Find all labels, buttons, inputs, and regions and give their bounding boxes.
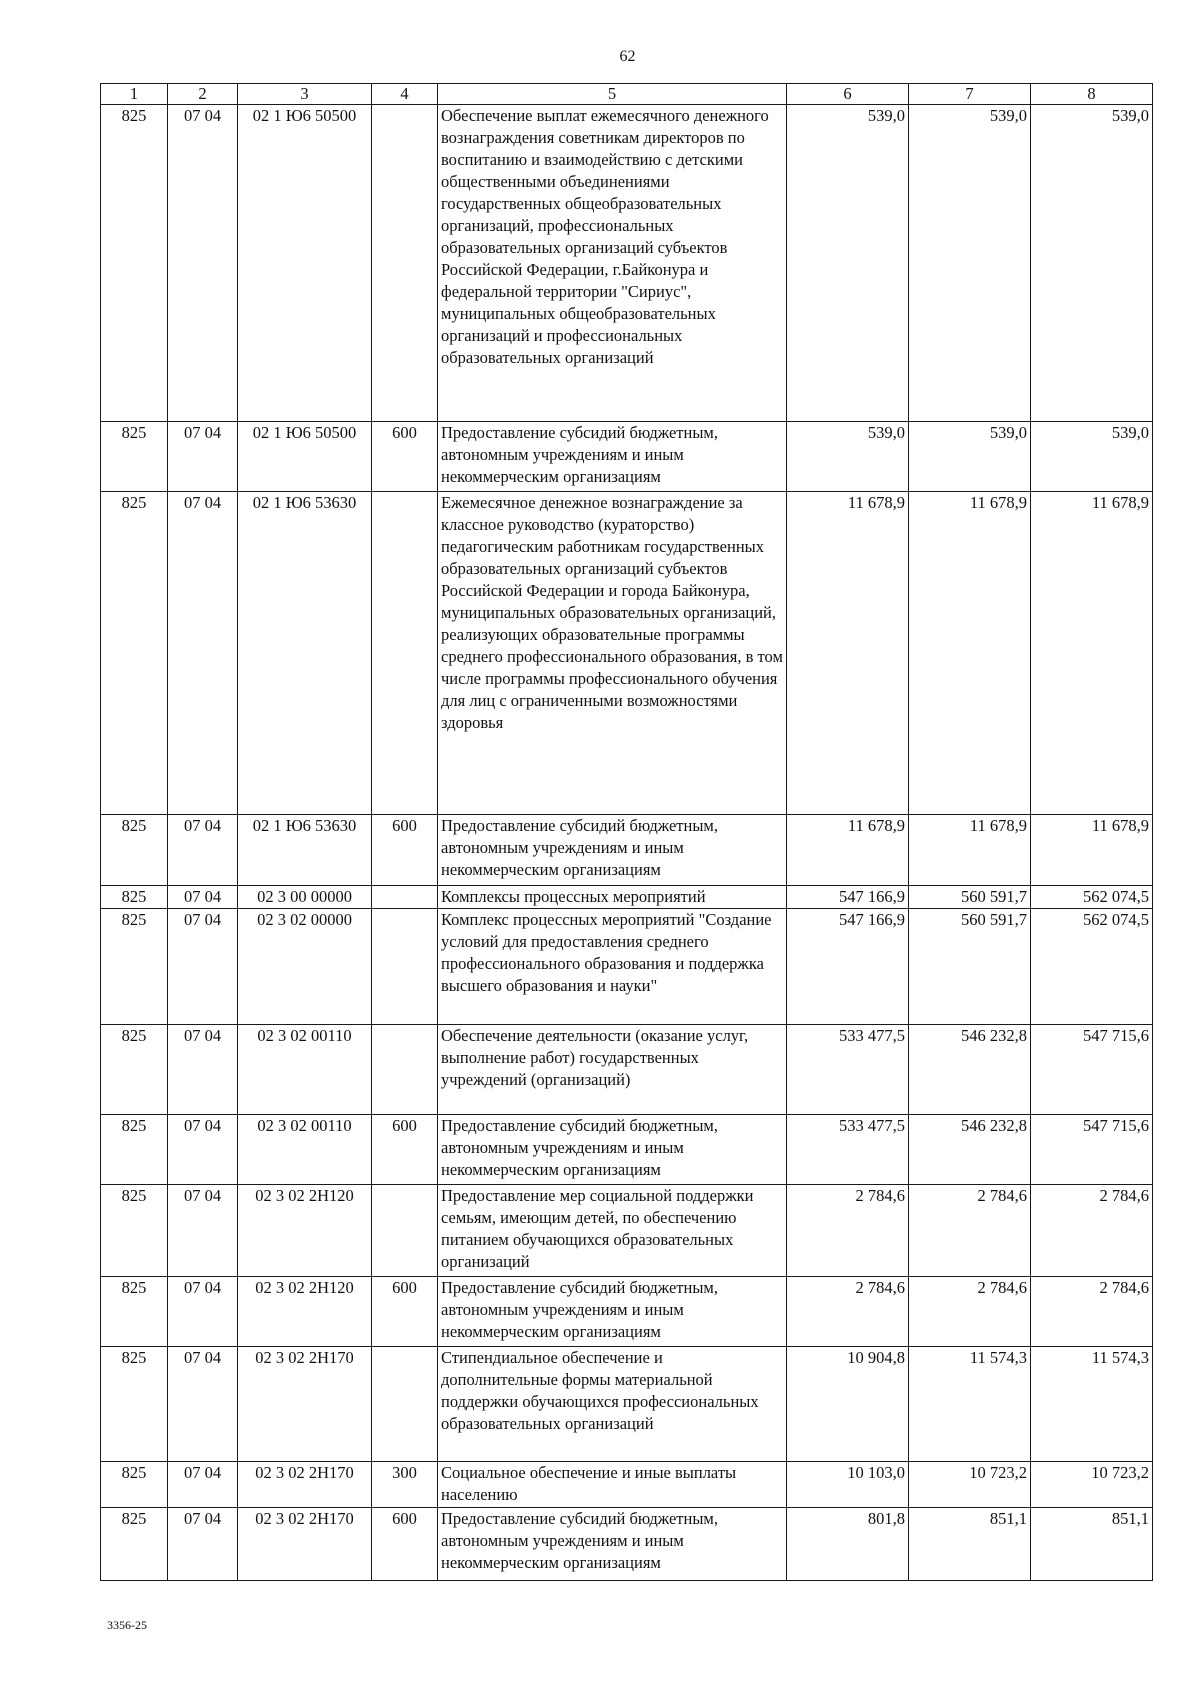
column-header: 5 (438, 84, 787, 105)
cell-amount-col6: 2 784,6 (787, 1277, 909, 1347)
cell-amount-col6: 533 477,5 (787, 1115, 909, 1185)
cell-description: Обеспечение деятельности (оказание услуг, выполнение работ) государственных учреждений (организаций) (438, 1025, 787, 1115)
cell-description: Обеспечение выплат ежемесячного денежного вознаграждения советникам директоров по воспитанию и взаимодействию с детскими общественными объединениями государственных общеобразовательных организаций, профессиональных образовательных организаций субъектов Российской Федерации, г.Байконура и федеральной территории "Сириус", муниципальных общеобразовательных организаций и профессиональных образовательных организаций (438, 105, 787, 422)
cell-description: Предоставление субсидий бюджетным, автономным учреждениям и иным некоммерческим организациям (438, 422, 787, 492)
cell-amount-col8: 851,1 (1031, 1508, 1153, 1581)
cell-expense-type: 600 (372, 1115, 438, 1185)
cell-amount-col8: 547 715,6 (1031, 1115, 1153, 1185)
cell-amount-col8: 539,0 (1031, 422, 1153, 492)
table-row (101, 815, 1153, 886)
cell-admin-code: 825 (101, 1277, 168, 1347)
cell-amount-col8: 11 678,9 (1031, 492, 1153, 815)
table-row (101, 1347, 1153, 1462)
column-header: 3 (238, 84, 372, 105)
cell-amount-col6: 10 904,8 (787, 1347, 909, 1462)
cell-amount-col6: 547 166,9 (787, 886, 909, 909)
cell-amount-col6: 539,0 (787, 422, 909, 492)
cell-section-code: 07 04 (168, 1277, 238, 1347)
column-header: 2 (168, 84, 238, 105)
cell-admin-code: 825 (101, 1115, 168, 1185)
cell-description: Предоставление мер социальной поддержки семьям, имеющим детей, по обеспечению питанием обучающихся образовательных организаций (438, 1185, 787, 1277)
cell-expense-type (372, 492, 438, 815)
cell-section-code: 07 04 (168, 1508, 238, 1581)
table-row (101, 1462, 1153, 1508)
cell-amount-col7: 851,1 (909, 1508, 1031, 1581)
cell-admin-code: 825 (101, 105, 168, 422)
column-header: 4 (372, 84, 438, 105)
cell-amount-col6: 801,8 (787, 1508, 909, 1581)
cell-admin-code: 825 (101, 1508, 168, 1581)
cell-admin-code: 825 (101, 886, 168, 909)
cell-section-code: 07 04 (168, 886, 238, 909)
cell-section-code: 07 04 (168, 492, 238, 815)
cell-description: Комплексы процессных мероприятий (438, 886, 787, 909)
page-number: 62 (619, 48, 636, 65)
cell-amount-col7: 539,0 (909, 105, 1031, 422)
cell-amount-col8: 562 074,5 (1031, 886, 1153, 909)
cell-admin-code: 825 (101, 1025, 168, 1115)
cell-admin-code: 825 (101, 492, 168, 815)
table-header-row (101, 84, 1153, 105)
cell-amount-col7: 560 591,7 (909, 886, 1031, 909)
cell-description: Предоставление субсидий бюджетным, автономным учреждениям и иным некоммерческим организациям (438, 1115, 787, 1185)
cell-admin-code: 825 (101, 422, 168, 492)
cell-amount-col7: 10 723,2 (909, 1462, 1031, 1508)
cell-target-code: 02 3 02 00000 (238, 909, 372, 1025)
table-row (101, 1185, 1153, 1277)
cell-section-code: 07 04 (168, 909, 238, 1025)
cell-amount-col6: 2 784,6 (787, 1185, 909, 1277)
cell-amount-col6: 533 477,5 (787, 1025, 909, 1115)
cell-expense-type (372, 886, 438, 909)
cell-description: Комплекс процессных мероприятий "Создание условий для предоставления среднего профессионального образования и поддержка высшего образования и науки" (438, 909, 787, 1025)
cell-amount-col8: 562 074,5 (1031, 909, 1153, 1025)
cell-target-code: 02 3 00 00000 (238, 886, 372, 909)
cell-target-code: 02 3 02 2Н170 (238, 1508, 372, 1581)
cell-admin-code: 825 (101, 909, 168, 1025)
cell-description: Предоставление субсидий бюджетным, автономным учреждениям и иным некоммерческим организациям (438, 1277, 787, 1347)
document-code: 3356-25 (107, 1618, 147, 1632)
cell-amount-col7: 2 784,6 (909, 1185, 1031, 1277)
cell-expense-type (372, 1185, 438, 1277)
column-header: 7 (909, 84, 1031, 105)
cell-section-code: 07 04 (168, 1025, 238, 1115)
cell-admin-code: 825 (101, 815, 168, 886)
cell-target-code: 02 1 Ю6 50500 (238, 105, 372, 422)
cell-description: Ежемесячное денежное вознаграждение за классное руководство (кураторство) педагогическим работникам государственных образовательных организаций субъектов Российской Федерации и города Байконура, муниципальных образовательных организаций, реализующих образовательные программы среднего профессионального образования, в том числе программы профессионального обучения для лиц с ограниченными возможностями здоровья (438, 492, 787, 815)
cell-amount-col6: 11 678,9 (787, 492, 909, 815)
cell-amount-col8: 11 678,9 (1031, 815, 1153, 886)
cell-section-code: 07 04 (168, 422, 238, 492)
cell-amount-col7: 2 784,6 (909, 1277, 1031, 1347)
cell-amount-col7: 560 591,7 (909, 909, 1031, 1025)
cell-amount-col7: 546 232,8 (909, 1025, 1031, 1115)
cell-target-code: 02 1 Ю6 53630 (238, 815, 372, 886)
cell-description: Предоставление субсидий бюджетным, автономным учреждениям и иным некоммерческим организациям (438, 815, 787, 886)
cell-amount-col7: 546 232,8 (909, 1115, 1031, 1185)
cell-admin-code: 825 (101, 1462, 168, 1508)
cell-amount-col6: 547 166,9 (787, 909, 909, 1025)
cell-section-code: 07 04 (168, 1347, 238, 1462)
cell-section-code: 07 04 (168, 1185, 238, 1277)
table-row (101, 1508, 1153, 1581)
cell-expense-type: 600 (372, 1277, 438, 1347)
cell-admin-code: 825 (101, 1185, 168, 1277)
table-row (101, 1277, 1153, 1347)
cell-section-code: 07 04 (168, 1462, 238, 1508)
cell-description: Предоставление субсидий бюджетным, автономным учреждениям и иным некоммерческим организациям (438, 1508, 787, 1581)
table-row (101, 492, 1153, 815)
cell-admin-code: 825 (101, 1347, 168, 1462)
cell-amount-col7: 11 678,9 (909, 492, 1031, 815)
table-row (101, 422, 1153, 492)
cell-description: Стипендиальное обеспечение и дополнительные формы материальной поддержки обучающихся профессиональных образовательных организаций (438, 1347, 787, 1462)
cell-target-code: 02 3 02 00110 (238, 1115, 372, 1185)
table-row (101, 886, 1153, 909)
table-row (101, 1115, 1153, 1185)
table-row (101, 1025, 1153, 1115)
cell-amount-col8: 539,0 (1031, 105, 1153, 422)
cell-expense-type: 600 (372, 1508, 438, 1581)
cell-target-code: 02 1 Ю6 50500 (238, 422, 372, 492)
cell-expense-type (372, 1347, 438, 1462)
cell-amount-col6: 539,0 (787, 105, 909, 422)
column-header: 8 (1031, 84, 1153, 105)
cell-section-code: 07 04 (168, 1115, 238, 1185)
table-row (101, 105, 1153, 422)
cell-target-code: 02 3 02 2Н120 (238, 1185, 372, 1277)
cell-description: Социальное обеспечение и иные выплаты населению (438, 1462, 787, 1508)
cell-target-code: 02 3 02 2Н170 (238, 1462, 372, 1508)
cell-target-code: 02 3 02 2Н120 (238, 1277, 372, 1347)
column-header: 1 (101, 84, 168, 105)
cell-amount-col7: 539,0 (909, 422, 1031, 492)
cell-expense-type (372, 909, 438, 1025)
cell-expense-type: 300 (372, 1462, 438, 1508)
cell-amount-col7: 11 574,3 (909, 1347, 1031, 1462)
cell-target-code: 02 3 02 00110 (238, 1025, 372, 1115)
cell-expense-type (372, 105, 438, 422)
cell-amount-col8: 2 784,6 (1031, 1185, 1153, 1277)
cell-expense-type: 600 (372, 815, 438, 886)
cell-amount-col8: 547 715,6 (1031, 1025, 1153, 1115)
cell-section-code: 07 04 (168, 105, 238, 422)
cell-amount-col6: 10 103,0 (787, 1462, 909, 1508)
budget-table (100, 83, 1153, 1581)
cell-amount-col8: 10 723,2 (1031, 1462, 1153, 1508)
column-header: 6 (787, 84, 909, 105)
cell-target-code: 02 3 02 2Н170 (238, 1347, 372, 1462)
table-row (101, 909, 1153, 1025)
cell-expense-type: 600 (372, 422, 438, 492)
cell-expense-type (372, 1025, 438, 1115)
cell-amount-col6: 11 678,9 (787, 815, 909, 886)
cell-amount-col7: 11 678,9 (909, 815, 1031, 886)
cell-target-code: 02 1 Ю6 53630 (238, 492, 372, 815)
cell-section-code: 07 04 (168, 815, 238, 886)
cell-amount-col8: 11 574,3 (1031, 1347, 1153, 1462)
cell-amount-col8: 2 784,6 (1031, 1277, 1153, 1347)
